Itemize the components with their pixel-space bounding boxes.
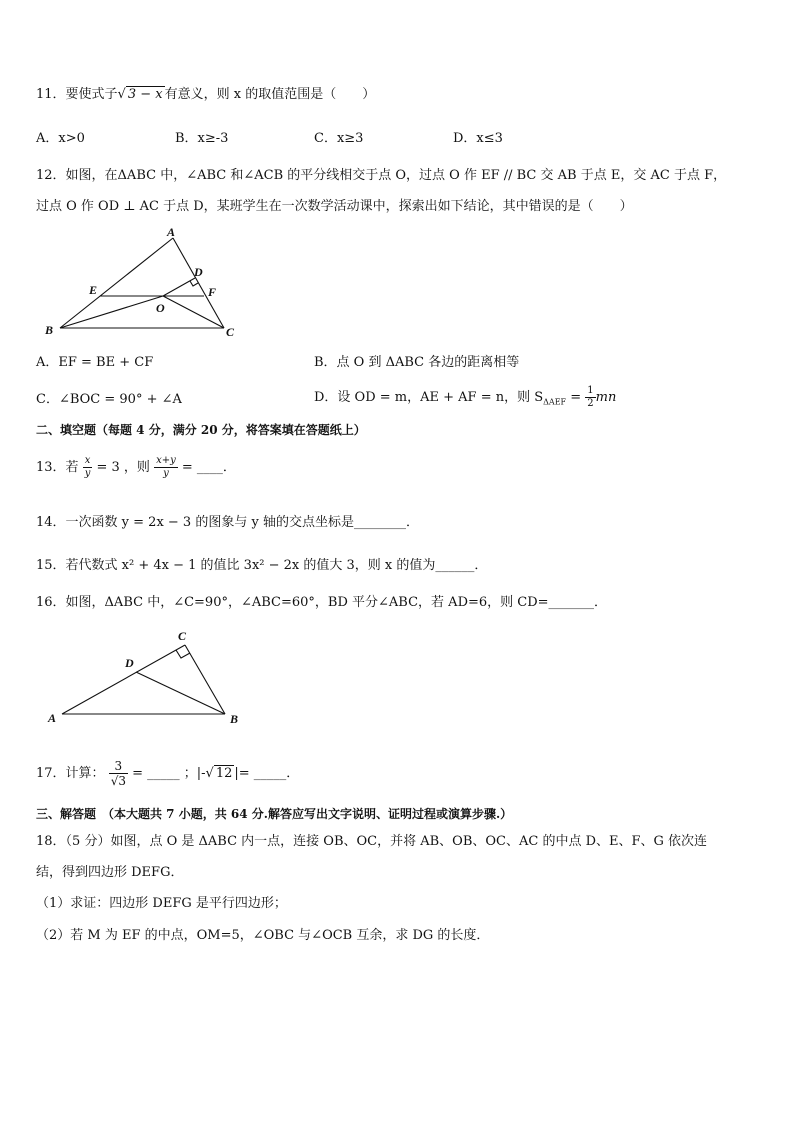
q12-bisector-bo bbox=[60, 296, 163, 328]
q13-fraction-1 bbox=[83, 455, 93, 480]
q12-option-a: A．EF = BE + CF bbox=[36, 355, 154, 370]
q13-fraction-2 bbox=[154, 455, 178, 480]
q11-option-a: A．x>0 bbox=[36, 131, 85, 146]
q13-pre: 13．若 bbox=[36, 460, 79, 475]
q11-option-d: D．x≤3 bbox=[453, 131, 503, 146]
q11-stem bbox=[36, 86, 375, 104]
q12-label-a: A bbox=[167, 225, 176, 239]
q16-side-bc bbox=[185, 645, 225, 714]
q13-fraction-1-denominator: y bbox=[84, 468, 91, 479]
q13-fraction-2-numerator: x+y bbox=[156, 455, 176, 466]
q12-option-d-pre: D．设 OD = m，AE + AF = n，则 S bbox=[314, 390, 544, 405]
q17-fraction-denominator: √3 bbox=[110, 774, 126, 788]
q12-option-d-denominator: 2 bbox=[587, 398, 594, 409]
q12-label-c: C bbox=[226, 325, 235, 339]
q11-stem-post: 有意义，则 x 的取值范围是（ ） bbox=[164, 87, 376, 102]
q13-stem bbox=[36, 450, 236, 486]
q11-option-b: B．x≥-3 bbox=[175, 131, 229, 146]
q11-option-c: C．x≥3 bbox=[314, 131, 364, 146]
q12-option-d bbox=[314, 383, 616, 418]
q17-pre: 17．计算： bbox=[36, 766, 105, 781]
q17-radicand: 12 bbox=[215, 766, 233, 781]
q17-radical-sign: √ bbox=[205, 766, 214, 781]
q16-label-a: A bbox=[48, 711, 57, 725]
q16-side-ac bbox=[62, 645, 185, 714]
q12-label-b: B bbox=[45, 323, 54, 337]
q18-part-1: （1）求证：四边形 DEFG 是平行四边形； bbox=[36, 896, 287, 911]
q13-mid: ，则 bbox=[123, 460, 150, 475]
q12-perpendicular-od bbox=[163, 278, 195, 296]
q12-option-d-eq: = bbox=[566, 390, 586, 405]
q12-stem-line2: 过点 O 作 OD ⊥ AC 于点 D，某班学生在一次数学活动课中，探索出如下结论，其中错误的是（ ） bbox=[36, 199, 633, 214]
q11-radical-sign: √ bbox=[117, 87, 126, 102]
q18-part-2: （2）若 M 为 EF 的中点，OM=5，∠OBC 与∠OCB 互余，求 DG 的长度． bbox=[36, 928, 490, 943]
section-3-title: 三、解答题 （本大题共 7 小题，共 64 分.解答应写出文字说明、证明过程或演算步骤.） bbox=[36, 807, 513, 821]
q12-option-d-numerator: 1 bbox=[587, 385, 594, 396]
q17-post: |= _____． bbox=[234, 766, 300, 781]
q17-stem bbox=[36, 756, 299, 792]
q12-label-o: O bbox=[156, 301, 165, 315]
q16-triangle-figure bbox=[40, 626, 250, 730]
q13-fraction-2-denominator: y bbox=[163, 468, 169, 479]
q16-label-c: C bbox=[178, 629, 187, 643]
q12-label-f: F bbox=[208, 285, 217, 299]
q16-label-d: D bbox=[125, 656, 134, 670]
q12-option-c: C．∠BOC = 90° + ∠A bbox=[36, 392, 182, 407]
q11-stem-pre: 11．要使式子 bbox=[36, 87, 118, 102]
q14-stem: 14．一次函数 y = 2x − 3 的图象与 y 轴的交点坐标是________． bbox=[36, 515, 419, 530]
q13-fraction-1-numerator: x bbox=[83, 455, 93, 468]
q18-stem-line1: 18．（5 分）如图，点 O 是 ΔABC 内一点，连接 OB、OC，并将 AB、OB、OC、AC 的中点 D、E、F、G 依次连 bbox=[36, 834, 708, 849]
q17-fraction bbox=[109, 759, 128, 788]
q13-post: ． bbox=[222, 460, 236, 475]
q12-option-b: B．点 O 到 ΔABC 各边的距离相等 bbox=[314, 355, 520, 370]
q12-right-angle-mark bbox=[190, 281, 198, 286]
q12-label-d: D bbox=[194, 265, 203, 279]
q12-triangle-figure bbox=[40, 224, 250, 342]
q16-stem: 16．如图，ΔABC 中，∠C=90°，∠ABC=60°，BD 平分∠ABC，若 AD=6，则 CD=_______． bbox=[36, 595, 608, 610]
q18-stem-line2: 结，得到四边形 DEFG． bbox=[36, 865, 184, 880]
q11-radicand: 3 − x bbox=[127, 87, 163, 102]
q17-mid: = _____ ；|- bbox=[132, 766, 206, 781]
q17-fraction-numerator: 3 bbox=[109, 759, 128, 774]
q12-option-d-sub: ΔAEF bbox=[543, 397, 567, 407]
q16-bisector-bd bbox=[136, 672, 225, 714]
q13-fraction-2-eq: = ____ bbox=[181, 460, 223, 475]
q13-fraction-1-eq: = 3 bbox=[96, 460, 120, 475]
q16-right-angle-mark bbox=[176, 650, 190, 658]
q12-label-e: E bbox=[89, 283, 98, 297]
section-2-title: 二、填空题（每题 4 分，满分 20 分，将答案填在答题纸上） bbox=[36, 423, 366, 437]
q12-option-d-post: mn bbox=[595, 390, 617, 405]
q12-option-d-fraction bbox=[585, 385, 595, 410]
q12-stem-line1: 12．如图，在ΔABC 中，∠ABC 和∠ACB 的平分线相交于点 O，过点 O 作 EF // BC 交 AB 于点 E，交 AC 于点 F， bbox=[36, 168, 727, 183]
q15-stem: 15．若代数式 x² + 4x − 1 的值比 3x² − 2x 的值大 3，则 x 的值为______． bbox=[36, 558, 488, 573]
q16-label-b: B bbox=[230, 712, 239, 726]
